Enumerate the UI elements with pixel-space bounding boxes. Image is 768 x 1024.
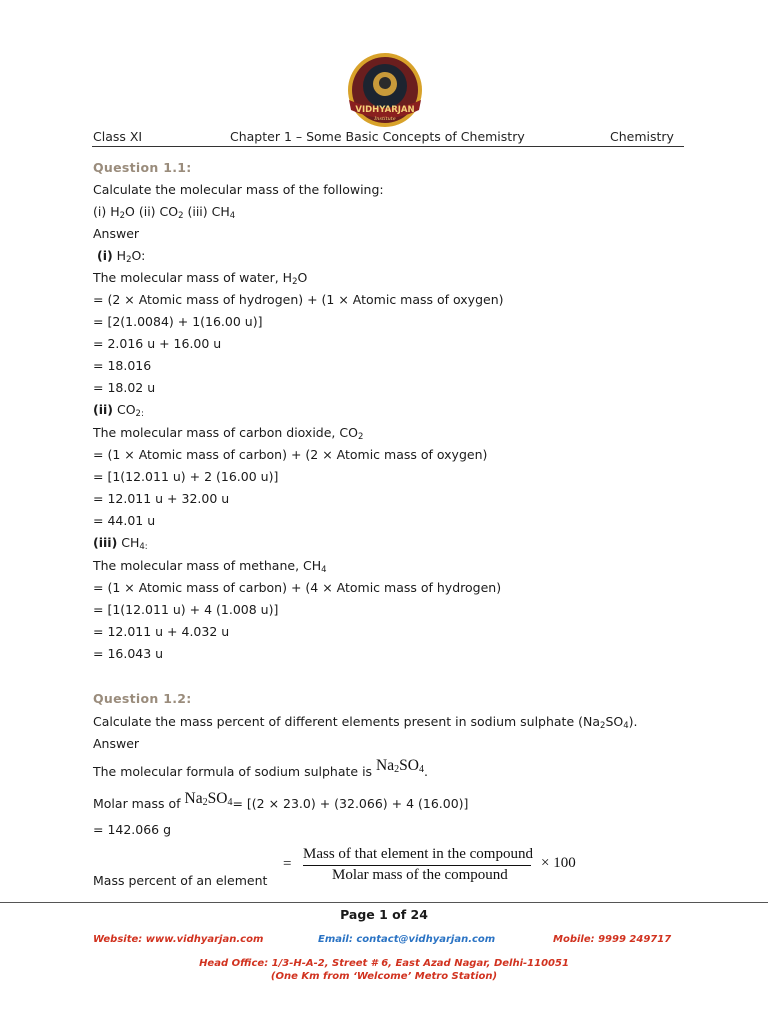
part-iii-step: = (1 × Atomic mass of carbon) + (4 × Atomic mass of hydrogen) bbox=[93, 580, 502, 595]
logo-subtext: Institute bbox=[374, 116, 396, 122]
header-subject: Chemistry bbox=[610, 129, 674, 144]
part-ii-step: = (1 × Atomic mass of carbon) + (2 × Atomic mass of oxygen) bbox=[93, 447, 488, 462]
formula-denominator: Molar mass of the compound bbox=[332, 867, 508, 883]
page-number: Page 1 of 24 bbox=[340, 907, 428, 922]
part-ii-step: = 44.01 u bbox=[93, 513, 156, 528]
part-i-step: = 18.02 u bbox=[93, 380, 156, 395]
footer-mobile: Mobile: 9999 249717 bbox=[553, 934, 672, 945]
footer-divider bbox=[0, 902, 768, 903]
institute-logo bbox=[343, 50, 427, 134]
part-iii-heading: (iii) $CH_{4:}$ bbox=[93, 535, 148, 552]
molar-mass-result: = 142.066 g bbox=[93, 822, 172, 837]
part-i-heading: (i) $H_2O$: bbox=[96, 248, 146, 265]
header-divider bbox=[92, 146, 684, 147]
part-i-step: = (2 × Atomic mass of hydrogen) + (1 × Atomic mass of oxygen) bbox=[93, 292, 504, 307]
molar-mass-line: Molar mass of $Na_2SO_4= [(2 \times 23.0) + (32.066) + 4$ (16.00)] bbox=[93, 790, 469, 811]
part-ii-heading: (ii) $CO_{2:}$ bbox=[93, 402, 144, 419]
part-ii-intro: The molecular mass of carbon dioxide, $CO_2$ bbox=[93, 425, 364, 442]
footer-head-office: Head Office: 1/3-H-A-2, Street # 6, East Azad Nagar, Delhi-110051 bbox=[199, 958, 569, 969]
formula-numerator: Mass of that element in the compound bbox=[303, 846, 533, 862]
question-1-1-label: Question 1.1: bbox=[93, 160, 192, 175]
part-i-step: = 18.016 bbox=[93, 358, 152, 373]
question-1-2-label: Question 1.2: bbox=[93, 691, 192, 706]
fraction-bar bbox=[303, 865, 531, 866]
header-class: Class XI bbox=[93, 129, 143, 144]
question-1-1-items: (i) $H_2O$ (ii) $CO_2$ (iii) $CH_4$ bbox=[93, 204, 236, 221]
logo-text: VIDHYARJAN bbox=[355, 105, 415, 115]
molecular-formula-line: The molecular formula of sodium sulphate is $Na_2SO_4$. bbox=[93, 757, 428, 779]
footer-landmark: (One Km from ‘Welcome’ Metro Station) bbox=[270, 971, 498, 982]
formula-multiplier: × 100 bbox=[541, 855, 576, 871]
part-i-step: = [2(1.0084) + 1(16.00 u)] bbox=[93, 314, 263, 329]
part-iii-intro: The molecular mass of methane, $CH_4$ bbox=[93, 558, 327, 575]
part-i-step: = 2.016 u + 16.00 u bbox=[93, 336, 222, 351]
part-ii-step: = [1(12.011 u) + 2 (16.00 u)] bbox=[93, 469, 279, 484]
question-1-1-prompt: Calculate the molecular mass of the following: bbox=[93, 182, 384, 197]
part-i-intro: The molecular mass of water, $H_2O$ bbox=[93, 270, 308, 287]
footer-email[interactable]: Email: contact@vidhyarjan.com bbox=[318, 934, 496, 945]
footer-website[interactable]: Website: www.vidhyarjan.com bbox=[93, 934, 264, 945]
molar-mass-expression: = [(2 × 23.0) + (32.066) + 4 (16.00)] bbox=[232, 796, 469, 811]
question-1-2-prompt: Calculate the mass percent of different elements present in sodium sulphate $(Na_2SO_4)$. bbox=[93, 714, 638, 731]
header-chapter: Chapter 1 – Some Basic Concepts of Chemistry bbox=[230, 129, 525, 144]
mass-percent-label: Mass percent of an element bbox=[93, 873, 268, 888]
part-iii-step: = 16.043 u bbox=[93, 646, 164, 661]
part-iii-step: = [1(12.011 u) + 4 (1.008 u)] bbox=[93, 602, 279, 617]
part-ii-step: = 12.011 u + 32.00 u bbox=[93, 491, 230, 506]
answer-label: Answer bbox=[93, 226, 140, 241]
answer-label: Answer bbox=[93, 736, 140, 751]
part-iii-step: = 12.011 u + 4.032 u bbox=[93, 624, 230, 639]
